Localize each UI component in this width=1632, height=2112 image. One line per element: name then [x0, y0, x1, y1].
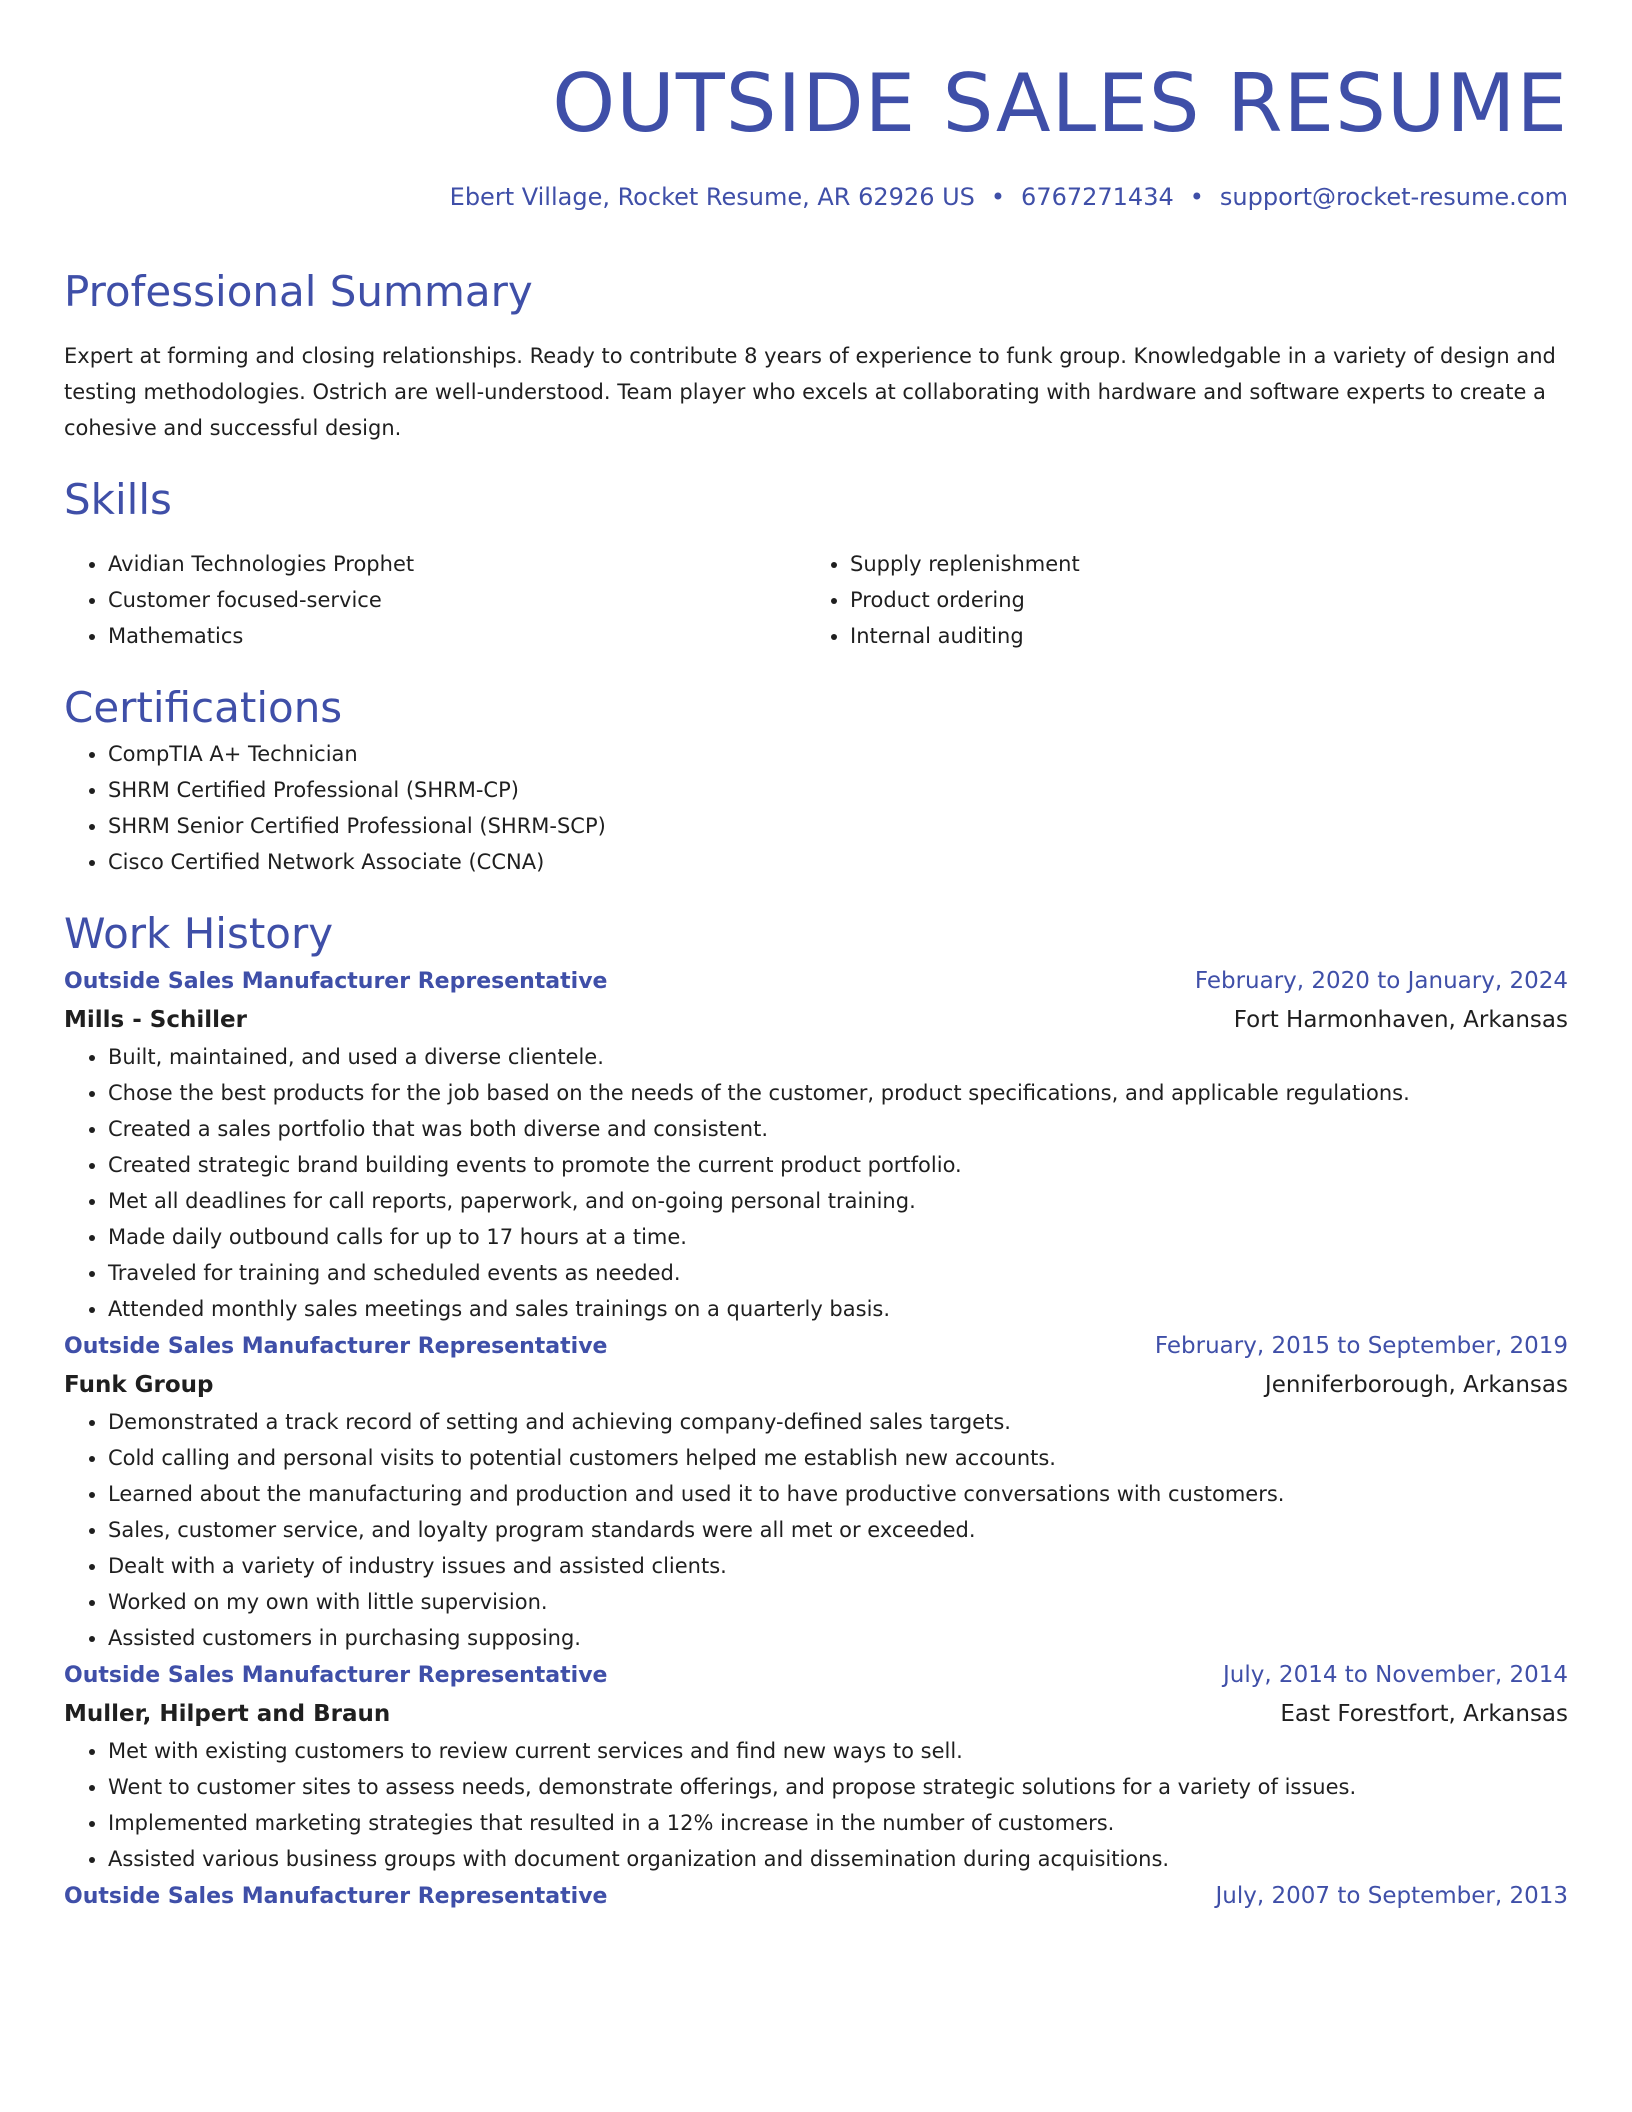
- contact-separator: •: [990, 183, 1006, 211]
- job-duties-list: [64, 1039, 1568, 1327]
- list-item: • Chose the best products for the job based on the needs of the customer, product specifications, and applicable regulations.: [108, 1075, 1568, 1111]
- list-item: • Internal auditing: [850, 618, 1548, 654]
- job-location: Fort Harmonhaven, Arkansas: [1233, 1007, 1568, 1033]
- job-location: Jenniferborough, Arkansas: [1264, 1372, 1568, 1398]
- contact-phone: 6767271434: [1021, 183, 1174, 211]
- list-item: • Went to customer sites to assess needs, demonstrate offerings, and propose strategic solutions for a variety of issues.: [108, 1769, 1568, 1805]
- list-item: • Customer focused-service: [108, 582, 806, 618]
- job-dates: February, 2015 to September, 2019: [1154, 1333, 1568, 1359]
- job-dates: July, 2014 to November, 2014: [1222, 1662, 1568, 1688]
- list-item: • Avidian Technologies Prophet: [108, 546, 806, 582]
- list-item: • Traveled for training and scheduled events as needed.: [108, 1255, 1568, 1291]
- list-item: • Cold calling and personal visits to potential customers helped me establish new accounts.: [108, 1440, 1568, 1476]
- job-location: East Forestfort, Arkansas: [1280, 1701, 1568, 1727]
- job-header-row: [64, 1656, 1568, 1695]
- contact-separator: •: [1189, 183, 1204, 211]
- resume-page: [64, 0, 1568, 1916]
- contact-address: Ebert Village, Rocket Resume, AR 62926 US: [449, 183, 975, 211]
- list-item: • Sales, customer service, and loyalty program standards were all met or exceeded.: [108, 1512, 1568, 1548]
- skills-column-left: [64, 546, 806, 654]
- list-item: • Made daily outbound calls for up to 17 hours at a time.: [108, 1219, 1568, 1255]
- job-header-row: [64, 1877, 1568, 1916]
- list-item: • Worked on my own with little supervision.: [108, 1584, 1568, 1620]
- work-history-heading: Work History: [64, 909, 334, 958]
- job-title: Outside Sales Manufacturer Representative: [64, 1884, 608, 1909]
- list-item: • Assisted various business groups with document organization and dissemination during acquisitions.: [108, 1841, 1568, 1877]
- job-dates: February, 2020 to January, 2024: [1194, 968, 1568, 994]
- list-item: • Dealt with a variety of industry issues and assisted clients.: [108, 1548, 1568, 1584]
- skills-grid: [64, 546, 1568, 654]
- list-item: • SHRM Certified Professional (SHRM-CP): [108, 772, 1568, 808]
- list-item: • Met all deadlines for call reports, paperwork, and on-going personal training.: [108, 1183, 1568, 1219]
- skills-heading: Skills: [64, 475, 172, 524]
- list-item: • Created strategic brand building events to promote the current product portfolio.: [108, 1147, 1568, 1183]
- list-item: • Attended monthly sales meetings and sales trainings on a quarterly basis.: [108, 1291, 1568, 1327]
- list-item: • Implemented marketing strategies that resulted in a 12% increase in the number of customers.: [108, 1805, 1568, 1841]
- job-company: Mills - Schiller: [64, 1007, 247, 1033]
- job-title: Outside Sales Manufacturer Representative: [64, 1663, 608, 1688]
- job-title: Outside Sales Manufacturer Representative: [64, 1334, 608, 1359]
- list-item: • SHRM Senior Certified Professional (SHRM-SCP): [108, 808, 1568, 844]
- job-header-row: [64, 1327, 1568, 1366]
- list-item: • Created a sales portfolio that was both diverse and consistent.: [108, 1111, 1568, 1147]
- list-item: • Built, maintained, and used a diverse clientele.: [108, 1039, 1568, 1075]
- job-dates: July, 2007 to September, 2013: [1215, 1883, 1568, 1909]
- list-item: • CompTIA A+ Technician: [108, 736, 1568, 772]
- job-title: Outside Sales Manufacturer Representative: [64, 969, 608, 994]
- job-entry: [64, 1877, 1568, 1916]
- job-entry: [64, 1327, 1568, 1656]
- list-item: • Cisco Certified Network Associate (CCNA): [108, 844, 1568, 880]
- summary-heading: Professional Summary: [64, 267, 533, 316]
- job-company: Muller, Hilpert and Braun: [64, 1701, 391, 1727]
- list-item: • Learned about the manufacturing and production and used it to have productive conversations with customers.: [108, 1476, 1568, 1512]
- job-duties-list: [64, 1404, 1568, 1656]
- list-item: • Product ordering: [850, 582, 1548, 618]
- work-history-list: [64, 962, 1568, 1916]
- job-duties-list: [64, 1733, 1568, 1877]
- list-item: • Demonstrated a track record of setting and achieving company-defined sales targets.: [108, 1404, 1568, 1440]
- job-company-row: [64, 1366, 1568, 1404]
- skills-column-right: [806, 546, 1548, 654]
- contact-line: [64, 180, 1568, 214]
- list-item: • Assisted customers in purchasing supposing.: [108, 1620, 1568, 1656]
- list-item: • Met with existing customers to review current services and find new ways to sell.: [108, 1733, 1568, 1769]
- job-entry: [64, 962, 1568, 1327]
- resume-title: OUTSIDE SALES RESUME: [552, 57, 1568, 150]
- list-item: • Mathematics: [108, 618, 806, 654]
- contact-email: support@rocket-resume.com: [1219, 183, 1568, 211]
- summary-text: Expert at forming and closing relationships. Ready to contribute 8 years of experience to funk group. Knowledgable in a variety of design and testing methodologies. Ostrich are well-understood. Team player who excels at collaborating with hardware and software experts to create a cohesive and successful design.: [64, 344, 1556, 440]
- job-company-row: [64, 1001, 1568, 1039]
- job-header-row: [64, 962, 1568, 1001]
- job-company-row: [64, 1695, 1568, 1733]
- skills-list-right: [806, 546, 1548, 654]
- job-company: Funk Group: [64, 1372, 214, 1398]
- certifications-heading: Certifications: [64, 683, 343, 732]
- certifications-list: [64, 736, 1568, 880]
- list-item: • Supply replenishment: [850, 546, 1548, 582]
- job-entry: [64, 1656, 1568, 1877]
- skills-list-left: [64, 546, 806, 654]
